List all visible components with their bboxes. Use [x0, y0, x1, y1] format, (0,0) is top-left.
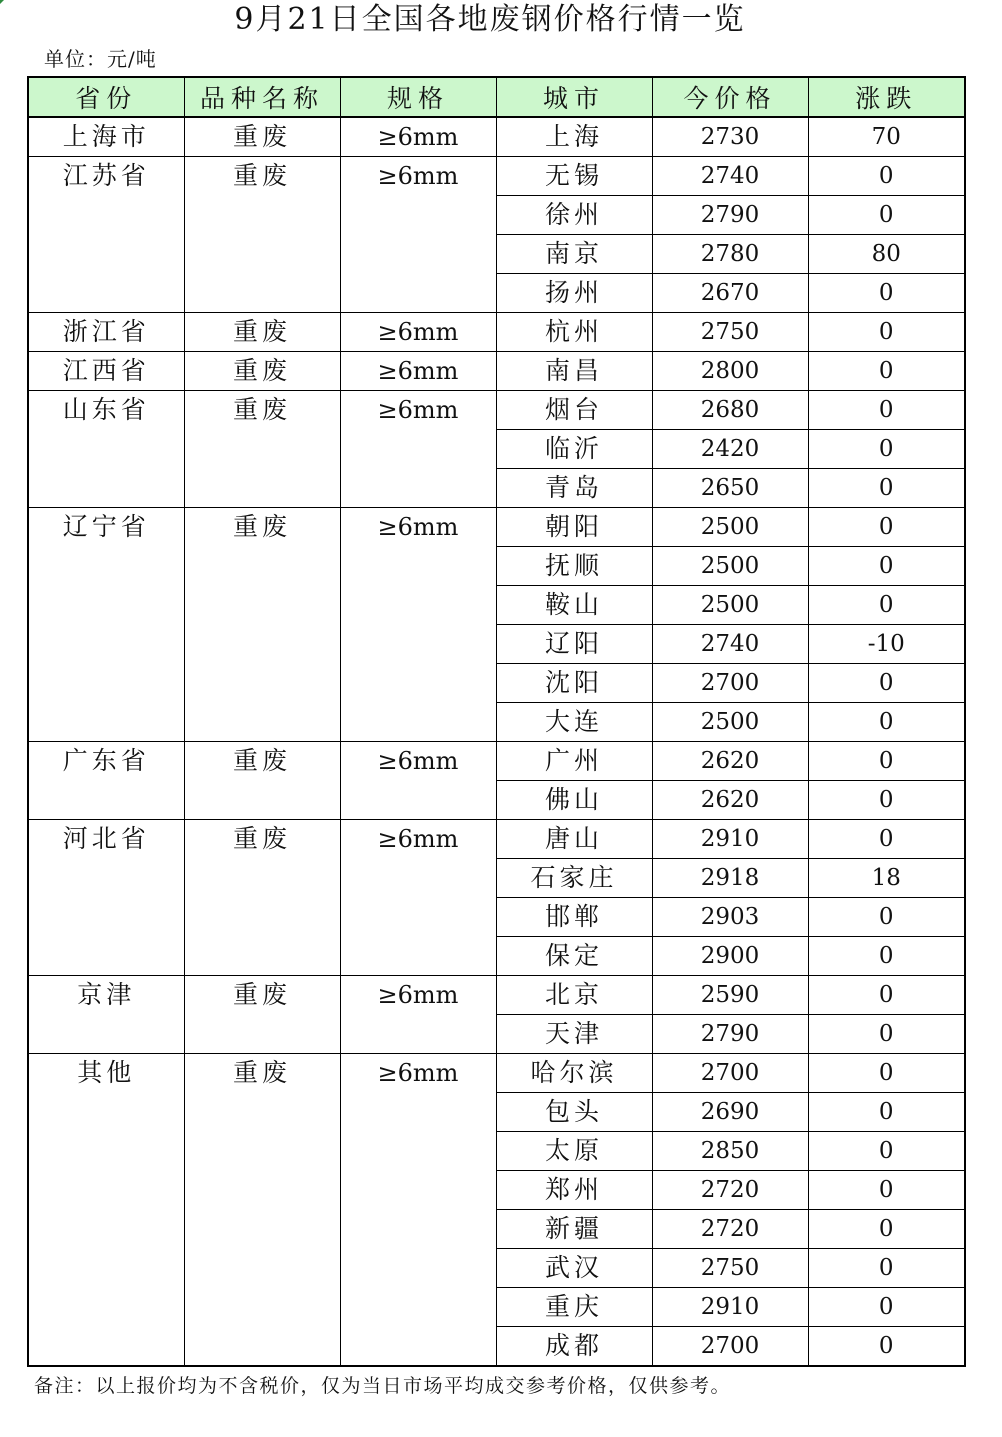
province-cell: 其他 [28, 1054, 184, 1367]
city-cell: 哈尔滨 [496, 1054, 652, 1093]
footnote: 备注：以上报价均为不含税价，仅为当日市场平均成交参考价格，仅供参考。 [34, 1375, 732, 1397]
city-cell: 唐山 [496, 820, 652, 859]
header-row [28, 77, 965, 117]
city-cell: 扬州 [496, 274, 652, 313]
header-spec: 规格 [340, 77, 496, 117]
change-cell: 80 [808, 235, 965, 274]
product-cell: 重废 [184, 352, 340, 391]
change-cell: 0 [808, 313, 965, 352]
product-cell: 重废 [184, 1054, 340, 1367]
header-price: 今价格 [652, 77, 808, 117]
product-cell: 重废 [184, 157, 340, 313]
city-cell: 大连 [496, 703, 652, 742]
change-cell: 0 [808, 742, 965, 781]
spec-cell: ≥6mm [340, 352, 496, 391]
price-cell: 2740 [652, 625, 808, 664]
spec-cell: ≥6mm [340, 508, 496, 742]
price-cell: 2790 [652, 1015, 808, 1054]
change-cell: 0 [808, 1249, 965, 1288]
city-cell: 临沂 [496, 430, 652, 469]
price-cell: 2590 [652, 976, 808, 1015]
province-cell: 京津 [28, 976, 184, 1054]
city-cell: 朝阳 [496, 508, 652, 547]
city-cell: 佛山 [496, 781, 652, 820]
city-cell: 包头 [496, 1093, 652, 1132]
province-cell: 江苏省 [28, 157, 184, 313]
price-cell: 2700 [652, 1054, 808, 1093]
city-cell: 郑州 [496, 1171, 652, 1210]
price-cell: 2910 [652, 1288, 808, 1327]
change-cell: 0 [808, 1210, 965, 1249]
price-cell: 2903 [652, 898, 808, 937]
price-cell: 2650 [652, 469, 808, 508]
change-cell: 0 [808, 976, 965, 1015]
page-title: 9月21日全国各地废钢价格行情一览 [234, 2, 746, 37]
change-cell: 0 [808, 274, 965, 313]
price-cell: 2500 [652, 547, 808, 586]
price-cell: 2500 [652, 508, 808, 547]
price-cell: 2720 [652, 1210, 808, 1249]
change-cell: 0 [808, 1132, 965, 1171]
change-cell: 0 [808, 937, 965, 976]
table-row [28, 352, 965, 391]
price-cell: 2680 [652, 391, 808, 430]
city-cell: 无锡 [496, 157, 652, 196]
header-change: 涨跌 [808, 77, 965, 117]
spec-cell: ≥6mm [340, 391, 496, 508]
province-cell: 上海市 [28, 117, 184, 157]
city-cell: 沈阳 [496, 664, 652, 703]
product-cell: 重废 [184, 508, 340, 742]
price-cell: 2918 [652, 859, 808, 898]
spec-cell: ≥6mm [340, 976, 496, 1054]
change-cell: 0 [808, 703, 965, 742]
price-cell: 2790 [652, 196, 808, 235]
city-cell: 徐州 [496, 196, 652, 235]
change-cell: 0 [808, 586, 965, 625]
city-cell: 南昌 [496, 352, 652, 391]
change-cell: 0 [808, 898, 965, 937]
spec-cell: ≥6mm [340, 157, 496, 313]
change-cell: 0 [808, 1015, 965, 1054]
change-cell: 0 [808, 391, 965, 430]
spec-cell: ≥6mm [340, 117, 496, 157]
product-cell: 重废 [184, 820, 340, 976]
province-cell: 辽宁省 [28, 508, 184, 742]
change-cell: 18 [808, 859, 965, 898]
table-row [28, 742, 965, 781]
price-cell: 2910 [652, 820, 808, 859]
city-cell: 天津 [496, 1015, 652, 1054]
city-cell: 烟台 [496, 391, 652, 430]
spec-cell: ≥6mm [340, 820, 496, 976]
change-cell: 0 [808, 820, 965, 859]
price-cell: 2700 [652, 1327, 808, 1367]
price-cell: 2900 [652, 937, 808, 976]
table-row [28, 1054, 965, 1093]
change-cell: 70 [808, 117, 965, 157]
city-cell: 新疆 [496, 1210, 652, 1249]
product-cell: 重废 [184, 742, 340, 820]
header-city: 城市 [496, 77, 652, 117]
table-body [28, 117, 965, 1366]
change-cell: 0 [808, 430, 965, 469]
price-cell: 2780 [652, 235, 808, 274]
change-cell: 0 [808, 664, 965, 703]
unit-label: 单位：元/吨 [44, 47, 157, 71]
spec-cell: ≥6mm [340, 742, 496, 820]
product-cell: 重废 [184, 313, 340, 352]
change-cell: 0 [808, 1093, 965, 1132]
price-cell: 2670 [652, 274, 808, 313]
change-cell: 0 [808, 547, 965, 586]
change-cell: 0 [808, 1054, 965, 1093]
price-cell: 2750 [652, 1249, 808, 1288]
price-cell: 2420 [652, 430, 808, 469]
table-row [28, 117, 965, 157]
city-cell: 南京 [496, 235, 652, 274]
price-cell: 2850 [652, 1132, 808, 1171]
change-cell: 0 [808, 508, 965, 547]
change-cell: 0 [808, 469, 965, 508]
province-cell: 广东省 [28, 742, 184, 820]
city-cell: 武汉 [496, 1249, 652, 1288]
price-cell: 2690 [652, 1093, 808, 1132]
header-province: 省份 [28, 77, 184, 117]
change-cell: 0 [808, 1171, 965, 1210]
product-cell: 重废 [184, 391, 340, 508]
province-cell: 江西省 [28, 352, 184, 391]
province-cell: 河北省 [28, 820, 184, 976]
city-cell: 重庆 [496, 1288, 652, 1327]
change-cell: 0 [808, 157, 965, 196]
table-row [28, 976, 965, 1015]
city-cell: 广州 [496, 742, 652, 781]
price-cell: 2730 [652, 117, 808, 157]
change-cell: 0 [808, 1288, 965, 1327]
change-cell: 0 [808, 196, 965, 235]
city-cell: 青岛 [496, 469, 652, 508]
table-row [28, 391, 965, 430]
price-cell: 2740 [652, 157, 808, 196]
table-row [28, 508, 965, 547]
price-cell: 2500 [652, 703, 808, 742]
price-table [27, 76, 966, 1367]
table-row [28, 313, 965, 352]
city-cell: 杭州 [496, 313, 652, 352]
city-cell: 太原 [496, 1132, 652, 1171]
price-cell: 2620 [652, 742, 808, 781]
change-cell: 0 [808, 1327, 965, 1367]
product-cell: 重废 [184, 117, 340, 157]
change-cell: -10 [808, 625, 965, 664]
city-cell: 成都 [496, 1327, 652, 1367]
price-cell: 2800 [652, 352, 808, 391]
price-cell: 2620 [652, 781, 808, 820]
price-cell: 2720 [652, 1171, 808, 1210]
city-cell: 鞍山 [496, 586, 652, 625]
city-cell: 抚顺 [496, 547, 652, 586]
city-cell: 北京 [496, 976, 652, 1015]
city-cell: 辽阳 [496, 625, 652, 664]
price-cell: 2700 [652, 664, 808, 703]
province-cell: 山东省 [28, 391, 184, 508]
spec-cell: ≥6mm [340, 1054, 496, 1367]
city-cell: 上海 [496, 117, 652, 157]
city-cell: 保定 [496, 937, 652, 976]
spec-cell: ≥6mm [340, 313, 496, 352]
city-cell: 石家庄 [496, 859, 652, 898]
product-cell: 重废 [184, 976, 340, 1054]
price-cell: 2750 [652, 313, 808, 352]
change-cell: 0 [808, 352, 965, 391]
table-row [28, 820, 965, 859]
province-cell: 浙江省 [28, 313, 184, 352]
price-cell: 2500 [652, 586, 808, 625]
change-cell: 0 [808, 781, 965, 820]
city-cell: 邯郸 [496, 898, 652, 937]
header-product: 品种名称 [184, 77, 340, 117]
table-row [28, 157, 965, 196]
